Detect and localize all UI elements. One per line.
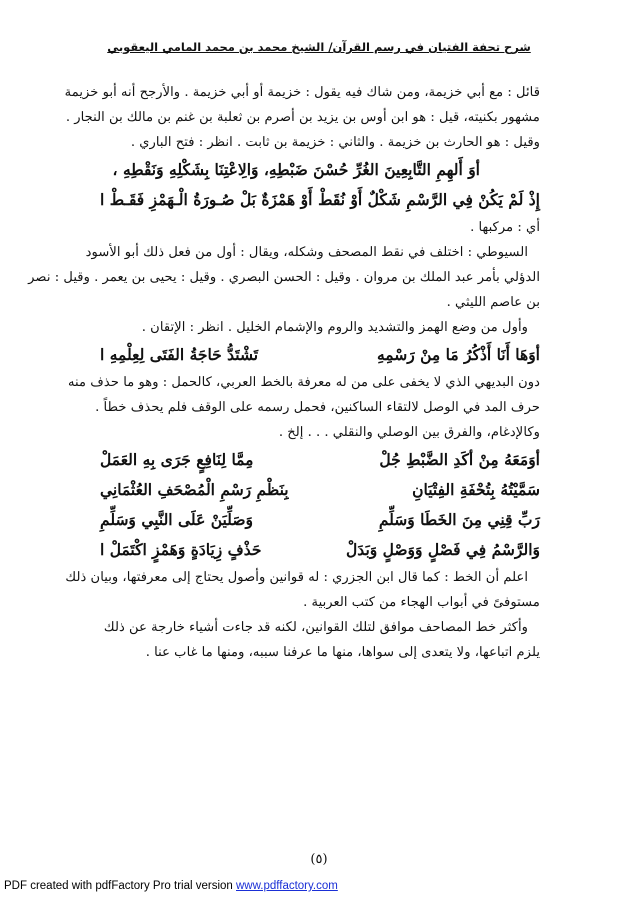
poem-verse [100, 475, 540, 505]
verse-first-hemistich: أوَمَعَهُ مِنْ أكَدِ الضَّبْطِ جُلْ [379, 450, 540, 469]
text-line: أي : مركبها . [470, 220, 540, 235]
text-line: مستوفىً في أبواب الهجاء من كتب العربية . [303, 595, 540, 610]
verse-first-hemistich: سَمَّيْتُهُ بِتُحْفَةِ الفِتْيَانِ [412, 480, 540, 499]
poem-verse [100, 505, 540, 535]
text-line: دون البديهي الذي لا يخفى على من له معرفة بالخط العربي، كالحمل : وهو ما حذف منه [67, 375, 540, 390]
text-line: وأكثر خط المصاحف موافق لتلك القوانين، لكنه قد جاءت أشياء خارجة عن ذلك [103, 620, 528, 635]
verse-first-hemistich: رَبِّ قِنِي مِنَ الخَطَا وَسَلِّمِ [378, 510, 540, 529]
page-number: (٥) [310, 852, 328, 867]
text-line: الدؤلي بأمر عبد الملك بن مروان . وقيل : الحسن البصري . وقيل : يحيى بن يعمر . وقيل : نصر [28, 270, 540, 285]
text-line: حرف المد في الوصل لالتقاء الساكنين، فحمل رسمه على الوقف فلم يحذف خطاً . [95, 400, 540, 415]
pdf-footer [4, 880, 338, 892]
text-line: وأول من وضع الهمز والتشديد والروم والإشمام الخليل . انظر : الإتقان . [141, 320, 528, 335]
document-body [28, 80, 540, 665]
text-line: اعلم أن الخط : كما قال ابن الجزري : له قوانين وأصول يحتاج إلى معرفتها، وبيان ذلك [65, 570, 528, 585]
page-header-title: شرح تحفة الفتيان في رسم القرآن/ الشيخ محمد بن محمد المامي اليعقوبي [107, 40, 531, 54]
text-line: قائل : مع أبي خزيمة، ومن شاك فيه يقول : خزيمة أو أبي خزيمة . والأرجح أنه أبو خزيمة [64, 85, 540, 100]
text-line: يلزم اتباعها، ولا يتعدى إلى سواها، منها ما عرفنا سببه، ومنها ما غاب عنا . [145, 645, 540, 660]
verse-second-hemistich: وَصَلِّيَنْ عَلَى النَّبِي وَسَلِّمِ [100, 510, 253, 529]
verse-second-hemistich: مِمَّا لِنَافِعٍ جَرَى بِهِ العَمَلْ [100, 450, 254, 469]
poem-verse [100, 445, 540, 475]
verse-first-hemistich: إِذْ لَمْ يَكُنْ فِي الرَّسْمِ شَكْلٌ أَوْ نُقَطْ [318, 190, 540, 209]
footer-text: PDF created with pdfFactory Pro trial version [4, 880, 236, 892]
text-line: بن عاصم الليثي . [446, 295, 540, 310]
verse-second-hemistich: أَوْ هَمْزَةٌ بَلْ صُـورَةُ الْـهَمْزِ فَقَـطْ ا [100, 190, 313, 209]
poem-verse: أوَ أَلهِمِ التَّابِعِينَ الغُرِّ حُسْنَ ضَبْطِهِ، وَالِاعْتِنَا بِشَكْلِهِ وَنَقْطِهِ ، [112, 160, 480, 179]
text-line: مشهور بكنيته، قيل : هو ابن أوس بن يزيد بن أصرم بن ثعلبة بن غنم بن مالك بن النجار . [65, 110, 540, 125]
verse-second-hemistich: حَذْفٍ زِيَادَةٍ وَهَمْزٍ اكْتَمَلْ ا [100, 540, 262, 559]
text-line: وكالإدغام، والفرق بين الوصلي والنقلي . . . إلخ . [278, 425, 540, 440]
poem-verse [100, 535, 540, 565]
text-line: السيوطي : اختلف في نقط المصحف وشكله، ويقال : أول من فعل ذلك أبو الأسود [85, 245, 528, 260]
verse-second-hemistich: تَشْتَدُّ حَاجَةُ الفَتَى لِعِلْمِهِ ا [100, 345, 259, 364]
verse-first-hemistich: وَالرَّسْمُ فِي فَصْلٍ وَوَصْلٍ وَبَدَلْ [346, 540, 540, 559]
text-line: وقيل : هو الحارث بن خزيمة . والثاني : خزيمة بن ثابت . انظر : فتح الباري . [130, 135, 540, 150]
footer-link[interactable]: www.pdffactory.com [236, 880, 338, 892]
poem-verse [100, 340, 540, 370]
verse-first-hemistich: أوَهَا أَنَا أَذْكُرُ مَا مِنْ رَسْمِهِ [376, 345, 540, 364]
poem-verse [100, 185, 540, 215]
verse-second-hemistich: بِنَظْمِ رَسْمِ الْمُصْحَفِ العُثْمَانِي [100, 480, 289, 499]
